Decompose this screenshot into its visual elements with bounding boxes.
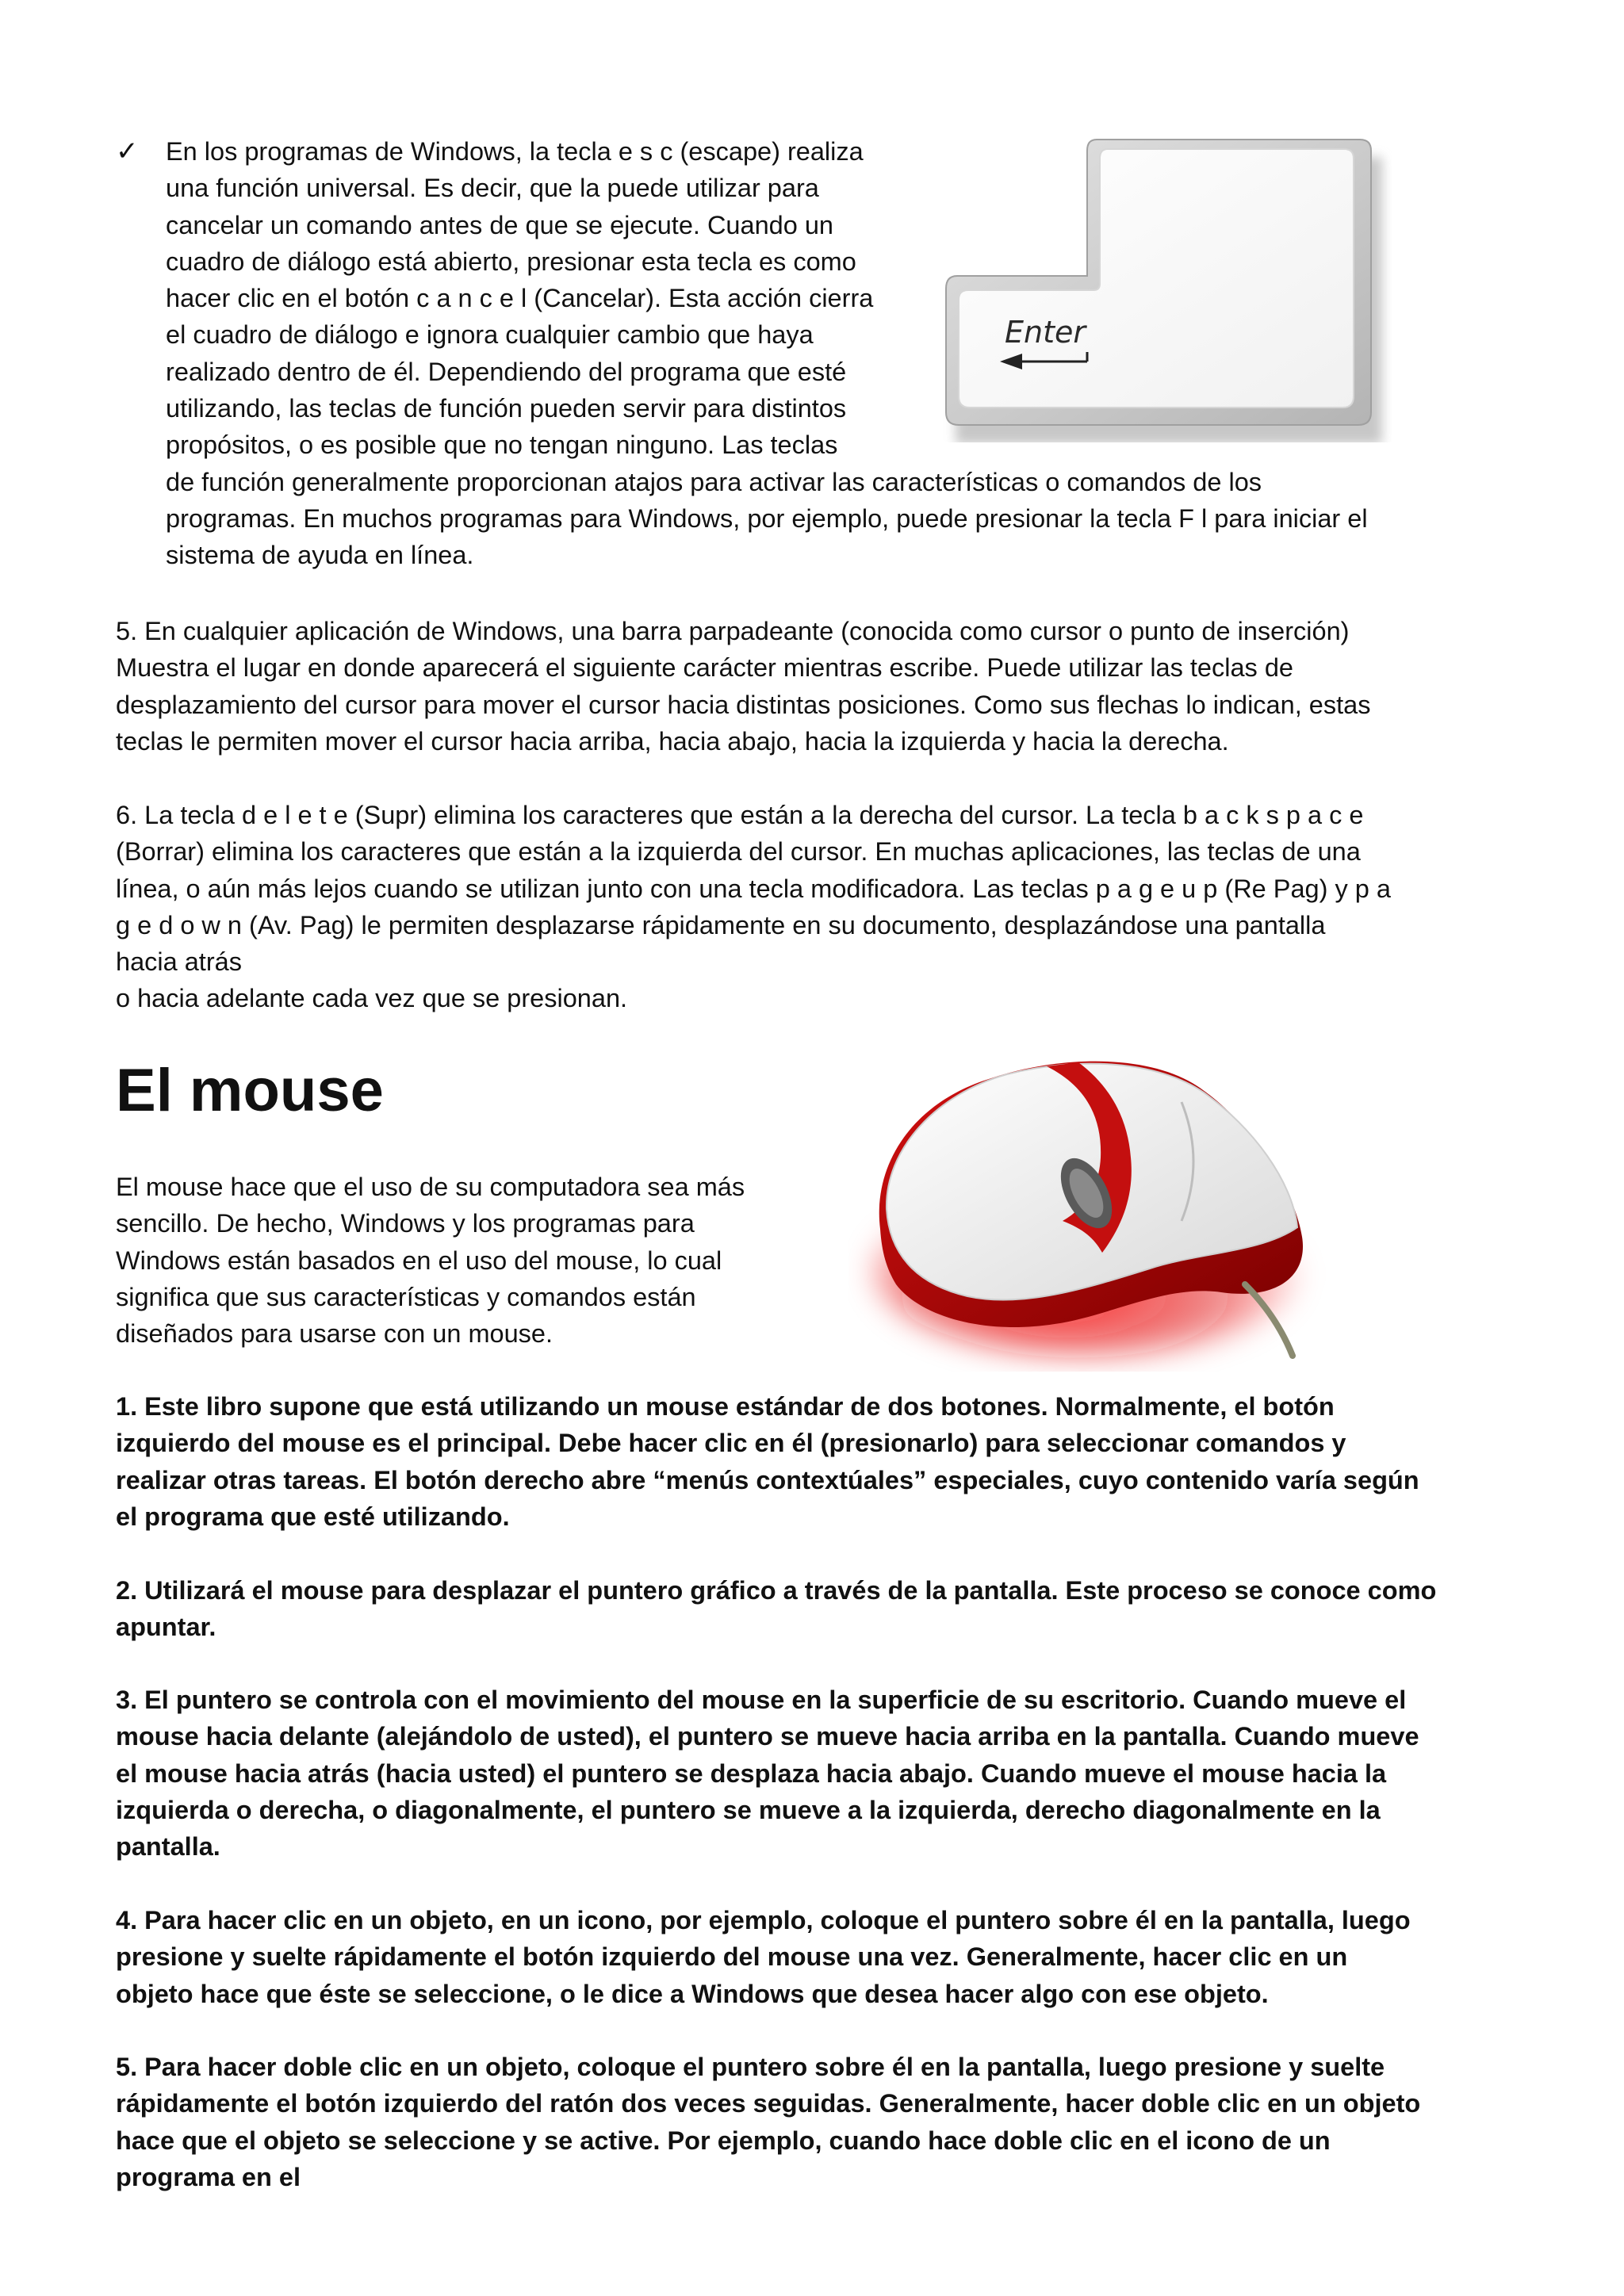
text-line: (Borrar) elimina los caracteres que están a la izquierda del cursor. En muchas aplicaciones, las teclas de una: [116, 837, 1361, 867]
text-line: de función generalmente proporcionan atajos para activar las características o comandos de los: [166, 467, 1262, 496]
text-line: apuntar.: [116, 1613, 216, 1642]
text-line: 4. Para hacer clic en un objeto, en un icono, por ejemplo, coloque el puntero sobre él en la pantalla, luego: [116, 1906, 1411, 1934]
text-line: rápidamente el botón izquierdo del ratón dos veces seguidas. Generalmente, hacer doble clic en un objeto: [116, 2089, 1421, 2118]
text-line: 1. Este libro supone que está utilizando un mouse estándar de dos botones. Normalmente, el botón: [116, 1392, 1335, 1421]
text-line: una función universal. Es decir, que la puede utilizar para: [166, 174, 819, 203]
text-line: línea, o aún más lejos cuando se utilizan junto con una tecla modificadora. Las teclas p a g e u p (Re Pag) y p a: [116, 874, 1391, 903]
text-line: programa en el: [116, 2162, 301, 2191]
text-line: teclas le permiten mover el cursor hacia arriba, hacia abajo, hacia la izquierda y hacia la derecha.: [116, 726, 1229, 756]
text-line: mouse hacia delante (alejándolo de usted), el puntero se mueve hacia arriba en la pantalla. Cuando mueve: [116, 1722, 1419, 1751]
paragraph-6: [116, 797, 1391, 1017]
text-line: 5. En cualquier aplicación de Windows, una barra parpadeante (conocida como cursor o punto de inserción): [116, 617, 1350, 645]
text-line: sencillo. De hecho, Windows y los programas para: [116, 1209, 695, 1238]
text-line: 3. El puntero se controla con el movimiento del mouse en la superficie de su escritorio. Cuando mueve el: [116, 1686, 1407, 1714]
checkmark-icon: ✓: [116, 136, 139, 167]
text-line: En los programas de Windows, la tecla e s c (escape) realiza: [166, 137, 864, 166]
text-line: utilizando, las teclas de función pueden servir para distintos: [166, 394, 847, 423]
text-line: el cuadro de diálogo e ignora cualquier cambio que haya: [166, 320, 814, 350]
text-line: cuadro de diálogo está abierto, presionar esta tecla es como: [166, 247, 856, 276]
text-line: El mouse hace que el uso de su computadora sea más: [116, 1173, 745, 1201]
text-line: izquierda o derecha, o diagonalmente, el puntero se mueve a la izquierda, derecho diagonalmente en la: [116, 1795, 1381, 1824]
enter-key-image: [940, 133, 1392, 442]
text-line: hace que el objeto se seleccione y se active. Por ejemplo, cuando hace doble clic en el icono de un: [116, 2126, 1331, 2155]
enter-key-label: Enter: [1005, 315, 1086, 350]
text-line: hacia atrás: [116, 947, 242, 977]
text-line: Windows están basados en el uso del mouse, lo cual: [116, 1246, 722, 1275]
text-line: realizado dentro de él. Dependiendo del programa que esté: [166, 357, 847, 386]
text-line: el mouse hacia atrás (hacia usted) el puntero se desplaza hacia abajo. Cuando mueve el mouse hacia la: [116, 1758, 1387, 1788]
text-line: 5. Para hacer doble clic en un objeto, coloque el puntero sobre él en la pantalla, luego presione y suelte: [116, 2053, 1385, 2081]
text-line: 6. La tecla d e l e t e (Supr) elimina los caracteres que están a la derecha del cursor. La tecla b a c k s p a c e: [116, 801, 1364, 829]
text-line: cancelar un comando antes de que se ejecute. Cuando un: [166, 210, 833, 239]
text-line: presione y suelte rápidamente el botón izquierdo del mouse una vez. Generalmente, hacer clic en un: [116, 1942, 1348, 1972]
bold-item-4: [116, 1902, 1411, 2012]
text-line: hacer clic en el botón c a n c e l (Cancelar). Esta acción cierra: [166, 284, 874, 313]
text-line: diseñados para usarse con un mouse.: [116, 1319, 553, 1349]
text-line: propósitos, o es posible que no tengan ninguno. Las teclas: [166, 430, 838, 460]
text-line: izquierdo del mouse es el principal. Debe hacer clic en él (presionarlo) para seleccionar comandos y: [116, 1429, 1346, 1458]
bold-item-2: [116, 1572, 1436, 1646]
bold-item-5: [116, 2049, 1420, 2195]
text-line: realizar otras tareas. El botón derecho abre “menús contextúales” especiales, cuyo contenido varía según: [116, 1465, 1419, 1494]
text-line: programas. En muchos programas para Windows, por ejemplo, puede presionar la tecla F l para iniciar el: [166, 503, 1368, 533]
mouse-image: [848, 1031, 1356, 1372]
paragraph-5: [116, 613, 1370, 760]
text-line: objeto hace que éste se seleccione, o le dice a Windows que desea hacer algo con ese objeto.: [116, 1979, 1269, 2008]
bold-item-1: [116, 1388, 1419, 1535]
text-line: pantalla.: [116, 1832, 220, 1862]
text-line: sistema de ayuda en línea.: [166, 541, 474, 570]
mouse-intro-paragraph: [116, 1169, 745, 1352]
text-line: g e d o w n (Av. Pag) le permiten desplazarse rápidamente en su documento, desplazándose una pantalla: [116, 910, 1326, 939]
text-line: o hacia adelante cada vez que se presionan.: [116, 984, 628, 1013]
text-line: 2. Utilizará el mouse para desplazar el puntero gráfico a través de la pantalla. Este proceso se conoce como: [116, 1576, 1437, 1605]
text-line: significa que sus características y comandos están: [116, 1282, 696, 1311]
bold-item-3: [116, 1682, 1419, 1865]
text-line: desplazamiento del cursor para mover el cursor hacia distintas posiciones. Como sus flechas lo indican, estas: [116, 690, 1371, 719]
section-heading: El mouse: [116, 1057, 384, 1124]
text-line: Muestra el lugar en donde aparecerá el siguiente carácter mientras escribe. Puede utilizar las teclas de: [116, 653, 1293, 683]
text-line: el programa que esté utilizando.: [116, 1502, 510, 1531]
